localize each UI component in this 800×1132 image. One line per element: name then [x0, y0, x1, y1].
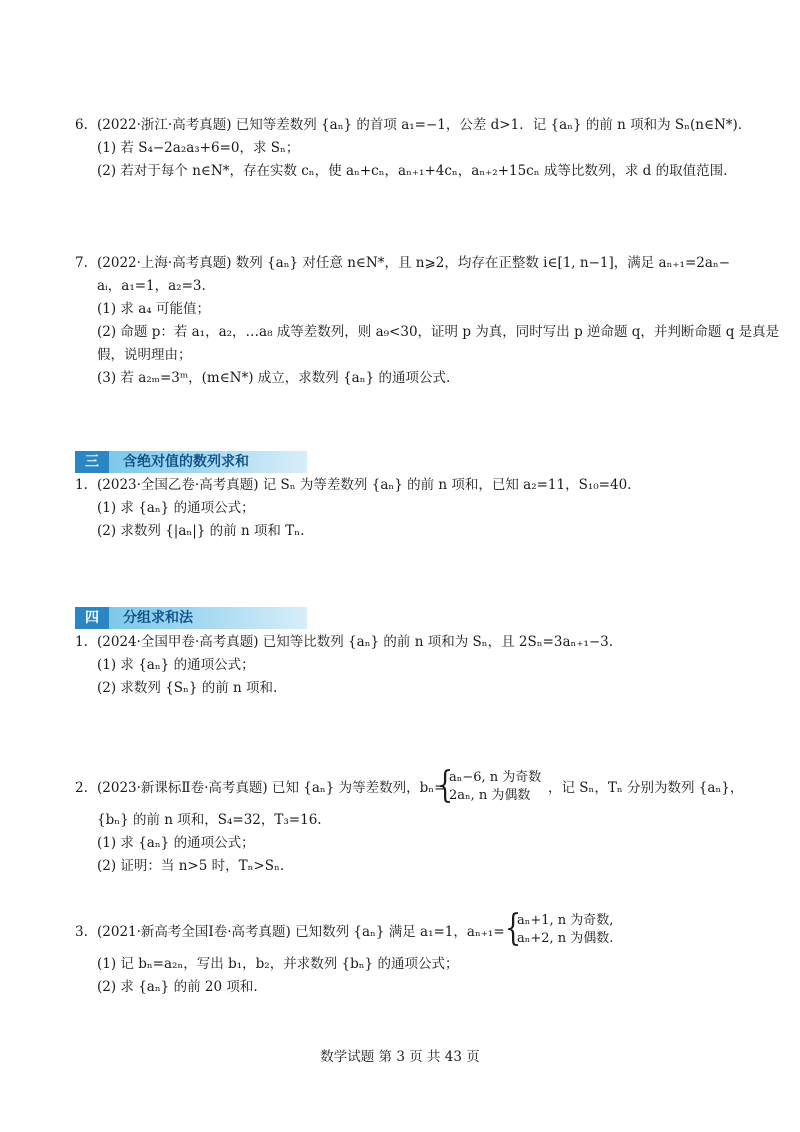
- section-title: 含绝对值的数列求和: [123, 454, 249, 470]
- piecewise-case: 2aₙ, n 为偶数: [449, 788, 531, 803]
- problem-text: (2) 求数列 {|aₙ|} 的前 n 项和 Tₙ.: [97, 523, 305, 539]
- problem-text: (1) 求 {aₙ} 的通项公式；: [97, 657, 255, 673]
- problem-text: (2023·全国乙卷·高考真题) 记 Sₙ 为等差数列 {aₙ} 的前 n 项和，已知 a₂=11，S₁₀=40.: [97, 477, 632, 493]
- problem-number: 1.: [75, 477, 88, 493]
- problem-text: (2022·上海·高考真题) 数列 {aₙ} 对任意 n∈N*，且 n⩾2，均存在正整数 i∈[1, n−1]，满足 aₙ₊₁=2aₙ−: [97, 255, 731, 271]
- brace-glyph: {: [505, 908, 522, 949]
- problem-text: (1) 若 S₄−2a₂a₃+6=0，求 Sₙ；: [97, 140, 300, 156]
- brace-glyph: {: [437, 765, 454, 806]
- piecewise-case: aₙ+1, n 为奇数,: [517, 913, 614, 928]
- problem-text: (1) 求 {aₙ} 的通项公式；: [97, 835, 255, 851]
- section-badge: 三: [75, 451, 109, 473]
- problem-number: 1.: [75, 634, 88, 650]
- problem-text: aᵢ，a₁=1，a₂=3.: [97, 278, 206, 294]
- problem-text: (2) 证明：当 n>5 时，Tₙ>Sₙ.: [97, 858, 285, 874]
- problem-number: 6.: [75, 117, 88, 133]
- problem-number: 7.: [75, 255, 88, 271]
- section-header: [75, 451, 307, 473]
- problem-text: (1) 记 bₙ=a₂ₙ，写出 b₁，b₂，并求数列 {bₙ} 的通项公式；: [97, 956, 459, 972]
- piecewise-case: aₙ−6, n 为奇数: [449, 770, 542, 785]
- problem-text: {bₙ} 的前 n 项和，S₄=32，T₃=16.: [97, 812, 322, 828]
- problem-text: (2) 若对于每个 n∈N*，存在实数 cₙ，使 aₙ+cₙ，aₙ₊₁+4cₙ，aₙ₊₂+15cₙ 成等比数列，求 d 的取值范围.: [97, 163, 728, 179]
- problem-text: (2) 命题 p：若 a₁，a₂，…a₈ 成等差数列，则 a₉<30，证明 p 为真，同时写出 p 逆命题 q，并判断命题 q 是真是: [97, 324, 780, 340]
- problem-number: 3.: [75, 924, 88, 940]
- piecewise-definition: [505, 908, 625, 949]
- problem-text: (2) 求数列 {Sₙ} 的前 n 项和.: [97, 680, 278, 696]
- piecewise-definition: [437, 765, 547, 806]
- problem-text: (1) 求 {aₙ} 的通项公式；: [97, 500, 255, 516]
- page-footer: 数学试题 第 3 页 共 43 页: [320, 1049, 480, 1065]
- problem-text: (2024·全国甲卷·高考真题) 已知等比数列 {aₙ} 的前 n 项和为 Sₙ，且 2Sₙ=3aₙ₊₁−3.: [97, 634, 614, 650]
- section-header: [75, 607, 307, 629]
- problem-text: 假，说明理由；: [97, 347, 192, 363]
- problem-text: (2021·新高考全国Ⅰ卷·高考真题) 已知数列 {aₙ} 满足 a₁=1，aₙ₊₁=: [97, 924, 505, 940]
- problem-text: ，记 Sₙ，Tₙ 分别为数列 {aₙ}，: [548, 780, 744, 796]
- section-title: 分组求和法: [123, 610, 193, 626]
- piecewise-case: aₙ+2, n 为偶数.: [517, 931, 614, 946]
- problem-text: (3) 若 a₂ₘ=3ᵐ，(m∈N*) 成立，求数列 {aₙ} 的通项公式.: [97, 370, 451, 386]
- problem-text: (2023·新课标Ⅱ卷·高考真题) 已知 {aₙ} 为等差数列，bₙ=: [97, 780, 446, 796]
- problem-text: (2022·浙江·高考真题) 已知等差数列 {aₙ} 的首项 a₁=−1，公差 d>1．记 {aₙ} 的前 n 项和为 Sₙ(n∈N*)．: [97, 117, 752, 133]
- problem-text: (1) 求 a₄ 可能值；: [97, 301, 210, 317]
- problem-text: (2) 求 {aₙ} 的前 20 项和.: [97, 979, 258, 995]
- problem-number: 2.: [75, 780, 88, 796]
- section-badge: 四: [75, 607, 109, 629]
